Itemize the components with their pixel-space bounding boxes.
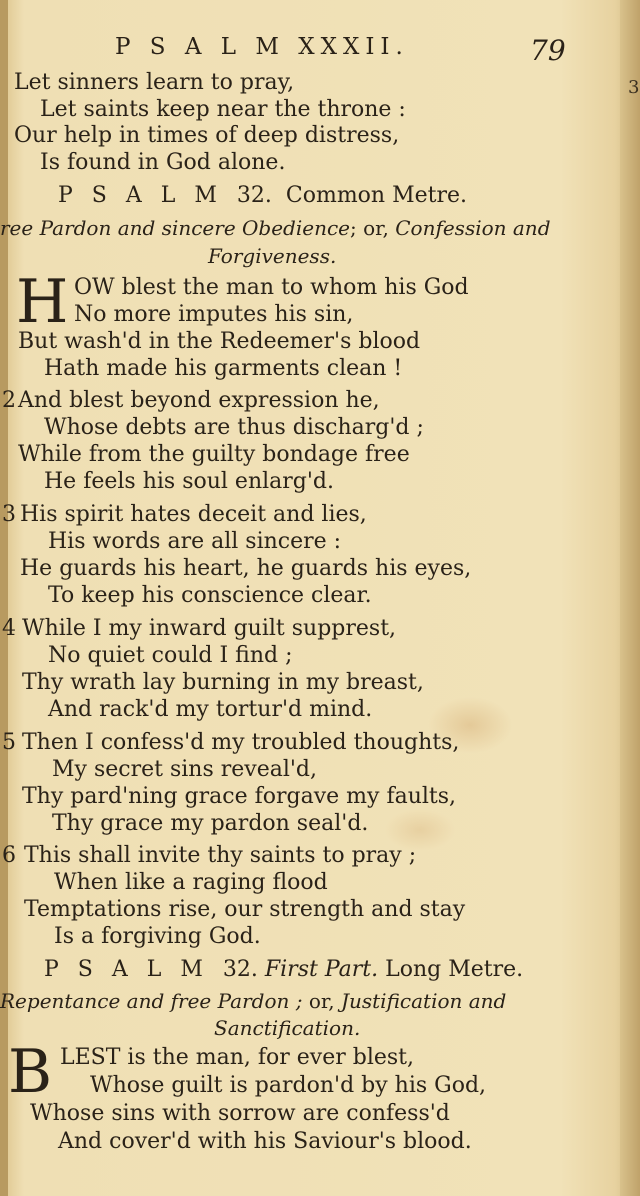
verse-line: Whose sins with sorrow are confess'd [30,1101,450,1126]
psalm-subtitle [0,988,506,1014]
running-header: P S A L M XXXII. [115,34,409,60]
verse-line: He guards his heart, he guards his eyes, [20,556,472,581]
verse-line: Our help in times of deep distress, [14,123,400,148]
psalm-number: 32. [222,957,258,982]
verse-line: Thy wrath lay burning in my breast, [22,670,424,695]
drop-cap: H [16,267,69,337]
verse-line: His spirit hates deceit and lies, [20,502,367,527]
verse-number: 5 [2,730,16,755]
verse-line: When like a raging flood [54,870,328,895]
verse-number: 3 [2,502,16,527]
subtitle-part: ree Pardon and sincere Obedience [0,216,350,240]
margin-mark: 3 [628,77,640,98]
verse-line: Let sinners learn to pray, [14,70,295,95]
psalm-word: P S A L M [58,183,223,208]
verse-line: LEST is the man, for ever blest, [60,1045,415,1070]
verse-line: No more imputes his sin, [74,302,354,327]
verse-line: To keep his conscience clear. [48,583,372,608]
verse-line: Thy grace my pardon seal'd. [52,811,369,836]
psalm-word: P S A L M [44,957,209,982]
subtitle-part: Repentance and free Pardon ; [0,989,303,1013]
verse-line: Then I confess'd my troubled thoughts, [22,730,460,755]
psalm-heading [58,183,467,209]
verse-line: Whose debts are thus discharg'd ; [44,415,424,440]
metre-label: Common Metre. [285,183,467,208]
verse-line: While I my inward guilt supprest, [22,616,397,641]
verse-line: While from the guilty bondage free [18,442,410,467]
verse-line: Temptations rise, our strength and stay [24,897,466,922]
metre-label: Long Metre. [385,957,524,982]
verse-number: 4 [2,616,16,641]
drop-cap: B [8,1037,53,1107]
verse-line: My secret sins reveal'd, [52,757,317,782]
verse-line: Hath made his garments clean ! [44,356,403,381]
subtitle-part: Justification and [340,989,507,1013]
verse-line: Thy pard'ning grace forgave my faults, [22,784,457,809]
psalm-subtitle-line2: Forgiveness. [208,244,337,268]
psalm-number: 32. [236,183,272,208]
verse-line: He feels his soul enlarg'd. [44,469,334,494]
verse-line: His words are all sincere : [48,529,342,554]
psalm-heading [44,957,523,983]
page-edge-right [620,0,640,1196]
part-label: First Part. [264,957,379,982]
verse-line: No quiet could I find ; [48,643,293,668]
verse-number: 6 [2,843,16,868]
verse-line: Let saints keep near the throne : [40,97,406,122]
verse-line: Is found in God alone. [40,150,286,175]
verse-line: But wash'd in the Redeemer's blood [18,329,421,354]
subtitle-part: Confession and [395,216,551,240]
verse-line: And rack'd my tortur'd mind. [48,697,373,722]
verse-line: This shall invite thy saints to pray ; [24,843,417,868]
psalm-subtitle-line2: Sanctification. [214,1016,361,1040]
verse-line: And blest beyond expression he, [18,388,380,413]
verse-number: 2 [2,388,16,413]
verse-line: OW blest the man to whom his God [74,275,469,300]
subtitle-part: or, [308,989,335,1013]
psalm-subtitle [0,215,551,241]
subtitle-part: ; or, [350,216,389,240]
page-number: 79 [530,34,566,67]
verse-line: Whose guilt is pardon'd by his God, [90,1073,487,1098]
verse-line: And cover'd with his Saviour's blood. [58,1129,472,1154]
verse-line: Is a forgiving God. [54,924,261,949]
page-gutter-left [0,0,8,1196]
